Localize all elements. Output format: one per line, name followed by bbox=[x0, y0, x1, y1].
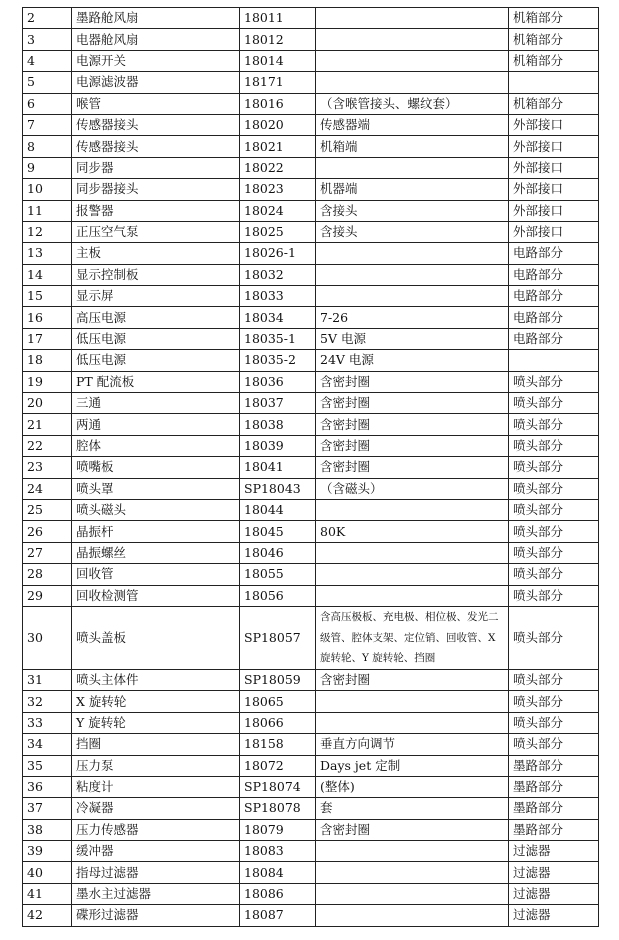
part-name: 同步器接头 bbox=[72, 179, 240, 200]
part-category: 墨路部分 bbox=[509, 755, 599, 776]
table-row bbox=[23, 114, 599, 135]
part-name: 报警器 bbox=[72, 200, 240, 221]
part-note bbox=[316, 72, 509, 93]
part-code: SP18043 bbox=[240, 478, 316, 499]
table-row bbox=[23, 883, 599, 904]
row-number: 23 bbox=[23, 457, 72, 478]
part-note: 含密封圈 bbox=[316, 819, 509, 840]
part-name: 电源开关 bbox=[72, 50, 240, 71]
row-number: 8 bbox=[23, 136, 72, 157]
part-category: 机箱部分 bbox=[509, 50, 599, 71]
part-name: 腔体 bbox=[72, 435, 240, 456]
table-row bbox=[23, 841, 599, 862]
part-code: 18037 bbox=[240, 393, 316, 414]
part-category: 机箱部分 bbox=[509, 93, 599, 114]
part-category: 机箱部分 bbox=[509, 29, 599, 50]
row-number: 32 bbox=[23, 691, 72, 712]
table-row bbox=[23, 606, 599, 669]
part-note bbox=[316, 564, 509, 585]
row-number: 31 bbox=[23, 669, 72, 690]
table-row bbox=[23, 776, 599, 797]
table-row bbox=[23, 179, 599, 200]
part-note: 套 bbox=[316, 798, 509, 819]
part-code: 18032 bbox=[240, 264, 316, 285]
row-number: 42 bbox=[23, 905, 72, 926]
row-number: 27 bbox=[23, 542, 72, 563]
part-code: 18065 bbox=[240, 691, 316, 712]
part-name: 显示屏 bbox=[72, 286, 240, 307]
part-name: 低压电源 bbox=[72, 350, 240, 371]
row-number: 35 bbox=[23, 755, 72, 776]
table-row bbox=[23, 499, 599, 520]
part-name: 挡圈 bbox=[72, 734, 240, 755]
part-code: 18012 bbox=[240, 29, 316, 50]
part-code: 18044 bbox=[240, 499, 316, 520]
part-category: 喷头部分 bbox=[509, 521, 599, 542]
part-note: 含密封圈 bbox=[316, 371, 509, 392]
part-note bbox=[316, 862, 509, 883]
part-name: 显示控制板 bbox=[72, 264, 240, 285]
table-row bbox=[23, 307, 599, 328]
part-code: 18079 bbox=[240, 819, 316, 840]
table-row bbox=[23, 564, 599, 585]
part-code: 18014 bbox=[240, 50, 316, 71]
table-row bbox=[23, 243, 599, 264]
part-name: 缓冲器 bbox=[72, 841, 240, 862]
part-note bbox=[316, 841, 509, 862]
row-number: 11 bbox=[23, 200, 72, 221]
part-category: 喷头部分 bbox=[509, 542, 599, 563]
part-category: 过滤器 bbox=[509, 883, 599, 904]
table-row bbox=[23, 350, 599, 371]
part-name: 三通 bbox=[72, 393, 240, 414]
part-name: 两通 bbox=[72, 414, 240, 435]
part-category: 电路部分 bbox=[509, 264, 599, 285]
table-row bbox=[23, 521, 599, 542]
part-note bbox=[316, 499, 509, 520]
table-row bbox=[23, 798, 599, 819]
part-note: 含密封圈 bbox=[316, 393, 509, 414]
row-number: 28 bbox=[23, 564, 72, 585]
row-number: 36 bbox=[23, 776, 72, 797]
part-category bbox=[509, 350, 599, 371]
row-number: 39 bbox=[23, 841, 72, 862]
part-note bbox=[316, 8, 509, 29]
row-number: 4 bbox=[23, 50, 72, 71]
part-name: 电器舱风扇 bbox=[72, 29, 240, 50]
part-code: 18039 bbox=[240, 435, 316, 456]
part-code: 18024 bbox=[240, 200, 316, 221]
table-row bbox=[23, 200, 599, 221]
part-category: 电路部分 bbox=[509, 328, 599, 349]
part-category: 喷头部分 bbox=[509, 435, 599, 456]
row-number: 21 bbox=[23, 414, 72, 435]
table-row bbox=[23, 712, 599, 733]
row-number: 10 bbox=[23, 179, 72, 200]
part-name: 正压空气泵 bbox=[72, 221, 240, 242]
table-row bbox=[23, 542, 599, 563]
part-name: 晶振螺丝 bbox=[72, 542, 240, 563]
part-name: 同步器 bbox=[72, 157, 240, 178]
part-category: 外部接口 bbox=[509, 136, 599, 157]
part-category: 墨路部分 bbox=[509, 776, 599, 797]
row-number: 37 bbox=[23, 798, 72, 819]
part-code: 18086 bbox=[240, 883, 316, 904]
table-row bbox=[23, 157, 599, 178]
row-number: 2 bbox=[23, 8, 72, 29]
part-note: 含密封圈 bbox=[316, 669, 509, 690]
part-code: 18036 bbox=[240, 371, 316, 392]
part-note: （含喉管接头、螺纹套） bbox=[316, 93, 509, 114]
part-note bbox=[316, 286, 509, 307]
part-name: 碟形过滤器 bbox=[72, 905, 240, 926]
row-number: 13 bbox=[23, 243, 72, 264]
part-name: 粘度计 bbox=[72, 776, 240, 797]
part-code: 18023 bbox=[240, 179, 316, 200]
row-number: 18 bbox=[23, 350, 72, 371]
part-name: 传感器接头 bbox=[72, 114, 240, 135]
part-category bbox=[509, 72, 599, 93]
part-note: 24V 电源 bbox=[316, 350, 509, 371]
part-code: 18035-1 bbox=[240, 328, 316, 349]
part-category: 外部接口 bbox=[509, 221, 599, 242]
table-row bbox=[23, 286, 599, 307]
part-name: 晶振杆 bbox=[72, 521, 240, 542]
table-row bbox=[23, 50, 599, 71]
part-code: 18084 bbox=[240, 862, 316, 883]
part-code: SP18074 bbox=[240, 776, 316, 797]
part-code: 18025 bbox=[240, 221, 316, 242]
part-category: 过滤器 bbox=[509, 905, 599, 926]
part-note: （含磁头） bbox=[316, 478, 509, 499]
part-code: 18046 bbox=[240, 542, 316, 563]
table-row bbox=[23, 819, 599, 840]
part-code: 18072 bbox=[240, 755, 316, 776]
table-row bbox=[23, 29, 599, 50]
part-category: 喷头部分 bbox=[509, 393, 599, 414]
row-number: 33 bbox=[23, 712, 72, 733]
part-name: 压力传感器 bbox=[72, 819, 240, 840]
part-code: 18016 bbox=[240, 93, 316, 114]
part-note bbox=[316, 157, 509, 178]
part-name: 低压电源 bbox=[72, 328, 240, 349]
row-number: 40 bbox=[23, 862, 72, 883]
row-number: 22 bbox=[23, 435, 72, 456]
part-category: 外部接口 bbox=[509, 179, 599, 200]
part-code: 18045 bbox=[240, 521, 316, 542]
part-note bbox=[316, 883, 509, 904]
row-number: 17 bbox=[23, 328, 72, 349]
part-code: 18035-2 bbox=[240, 350, 316, 371]
part-code: 18171 bbox=[240, 72, 316, 93]
part-note bbox=[316, 50, 509, 71]
row-number: 9 bbox=[23, 157, 72, 178]
part-name: 冷凝器 bbox=[72, 798, 240, 819]
part-category: 过滤器 bbox=[509, 841, 599, 862]
part-category: 喷头部分 bbox=[509, 478, 599, 499]
part-category: 喷头部分 bbox=[509, 414, 599, 435]
part-category: 喷头部分 bbox=[509, 499, 599, 520]
part-code: 18021 bbox=[240, 136, 316, 157]
part-category: 外部接口 bbox=[509, 157, 599, 178]
table-row bbox=[23, 371, 599, 392]
part-name: 传感器接头 bbox=[72, 136, 240, 157]
row-number: 3 bbox=[23, 29, 72, 50]
part-note: 含密封圈 bbox=[316, 435, 509, 456]
part-note bbox=[316, 585, 509, 606]
part-code: 18020 bbox=[240, 114, 316, 135]
part-note: 含接头 bbox=[316, 200, 509, 221]
part-code: 18158 bbox=[240, 734, 316, 755]
table-row bbox=[23, 457, 599, 478]
part-code: SP18078 bbox=[240, 798, 316, 819]
table-row bbox=[23, 72, 599, 93]
part-category: 电路部分 bbox=[509, 243, 599, 264]
part-name: 喷头盖板 bbox=[72, 606, 240, 669]
row-number: 25 bbox=[23, 499, 72, 520]
part-note bbox=[316, 691, 509, 712]
part-note: Days jet 定制 bbox=[316, 755, 509, 776]
row-number: 34 bbox=[23, 734, 72, 755]
table-row bbox=[23, 734, 599, 755]
part-category: 喷头部分 bbox=[509, 371, 599, 392]
part-name: 压力泵 bbox=[72, 755, 240, 776]
part-name: 喷嘴板 bbox=[72, 457, 240, 478]
row-number: 29 bbox=[23, 585, 72, 606]
row-number: 12 bbox=[23, 221, 72, 242]
part-category: 喷头部分 bbox=[509, 691, 599, 712]
part-note: 机器端 bbox=[316, 179, 509, 200]
part-code: 18055 bbox=[240, 564, 316, 585]
part-note: 机箱端 bbox=[316, 136, 509, 157]
part-category: 墨路部分 bbox=[509, 798, 599, 819]
row-number: 41 bbox=[23, 883, 72, 904]
part-note: 5V 电源 bbox=[316, 328, 509, 349]
table-row bbox=[23, 691, 599, 712]
part-name: 喷头主体件 bbox=[72, 669, 240, 690]
part-note: 含密封圈 bbox=[316, 457, 509, 478]
table-row bbox=[23, 669, 599, 690]
part-category: 喷头部分 bbox=[509, 606, 599, 669]
part-note bbox=[316, 243, 509, 264]
part-name: X 旋转轮 bbox=[72, 691, 240, 712]
part-category: 机箱部分 bbox=[509, 8, 599, 29]
part-name: 墨路舱风扇 bbox=[72, 8, 240, 29]
part-note: (整体) bbox=[316, 776, 509, 797]
part-note bbox=[316, 712, 509, 733]
part-code: 18022 bbox=[240, 157, 316, 178]
part-name: PT 配流板 bbox=[72, 371, 240, 392]
part-name: 指母过滤器 bbox=[72, 862, 240, 883]
part-code: 18026-1 bbox=[240, 243, 316, 264]
part-code: 18056 bbox=[240, 585, 316, 606]
part-code: 18038 bbox=[240, 414, 316, 435]
part-name: 高压电源 bbox=[72, 307, 240, 328]
part-code: SP18057 bbox=[240, 606, 316, 669]
part-category: 墨路部分 bbox=[509, 819, 599, 840]
row-number: 24 bbox=[23, 478, 72, 499]
table-row bbox=[23, 393, 599, 414]
row-number: 16 bbox=[23, 307, 72, 328]
part-name: 主板 bbox=[72, 243, 240, 264]
part-note bbox=[316, 905, 509, 926]
part-code: 18087 bbox=[240, 905, 316, 926]
table-row bbox=[23, 755, 599, 776]
part-name: 回收管 bbox=[72, 564, 240, 585]
part-category: 电路部分 bbox=[509, 307, 599, 328]
part-category: 喷头部分 bbox=[509, 734, 599, 755]
part-name: 喉管 bbox=[72, 93, 240, 114]
row-number: 7 bbox=[23, 114, 72, 135]
row-number: 15 bbox=[23, 286, 72, 307]
table-row bbox=[23, 221, 599, 242]
row-number: 26 bbox=[23, 521, 72, 542]
table-row bbox=[23, 478, 599, 499]
part-category: 喷头部分 bbox=[509, 585, 599, 606]
table-row bbox=[23, 328, 599, 349]
part-category: 喷头部分 bbox=[509, 712, 599, 733]
part-code: 18033 bbox=[240, 286, 316, 307]
part-note: 含高压极板、充电极、相位极、发光二级管、腔体支架、定位销、回收管、X 旋转轮、Y 旋转轮、挡圈 bbox=[316, 606, 509, 669]
parts-table-body bbox=[23, 8, 599, 927]
table-row bbox=[23, 264, 599, 285]
row-number: 38 bbox=[23, 819, 72, 840]
row-number: 14 bbox=[23, 264, 72, 285]
table-row bbox=[23, 136, 599, 157]
part-name: 回收检测管 bbox=[72, 585, 240, 606]
part-note: 传感器端 bbox=[316, 114, 509, 135]
part-note bbox=[316, 542, 509, 563]
part-code: 18083 bbox=[240, 841, 316, 862]
parts-table bbox=[22, 7, 599, 927]
row-number: 20 bbox=[23, 393, 72, 414]
part-note: 7-26 bbox=[316, 307, 509, 328]
table-row bbox=[23, 414, 599, 435]
table-row bbox=[23, 905, 599, 926]
part-note: 含密封圈 bbox=[316, 414, 509, 435]
part-note bbox=[316, 29, 509, 50]
table-row bbox=[23, 8, 599, 29]
table-row bbox=[23, 93, 599, 114]
part-code: 18066 bbox=[240, 712, 316, 733]
part-name: 墨水主过滤器 bbox=[72, 883, 240, 904]
part-code: SP18059 bbox=[240, 669, 316, 690]
part-code: 18034 bbox=[240, 307, 316, 328]
part-category: 喷头部分 bbox=[509, 564, 599, 585]
row-number: 6 bbox=[23, 93, 72, 114]
part-note bbox=[316, 264, 509, 285]
part-category: 外部接口 bbox=[509, 200, 599, 221]
row-number: 19 bbox=[23, 371, 72, 392]
part-note: 含接头 bbox=[316, 221, 509, 242]
part-code: 18011 bbox=[240, 8, 316, 29]
table-row bbox=[23, 585, 599, 606]
table-row bbox=[23, 862, 599, 883]
part-category: 过滤器 bbox=[509, 862, 599, 883]
row-number: 30 bbox=[23, 606, 72, 669]
part-category: 喷头部分 bbox=[509, 669, 599, 690]
part-category: 外部接口 bbox=[509, 114, 599, 135]
part-category: 喷头部分 bbox=[509, 457, 599, 478]
part-name: Y 旋转轮 bbox=[72, 712, 240, 733]
row-number: 5 bbox=[23, 72, 72, 93]
part-category: 电路部分 bbox=[509, 286, 599, 307]
part-note: 垂直方向调节 bbox=[316, 734, 509, 755]
table-row bbox=[23, 435, 599, 456]
part-name: 喷头罩 bbox=[72, 478, 240, 499]
part-name: 喷头磁头 bbox=[72, 499, 240, 520]
part-name: 电源滤波器 bbox=[72, 72, 240, 93]
part-code: 18041 bbox=[240, 457, 316, 478]
part-note: 80K bbox=[316, 521, 509, 542]
